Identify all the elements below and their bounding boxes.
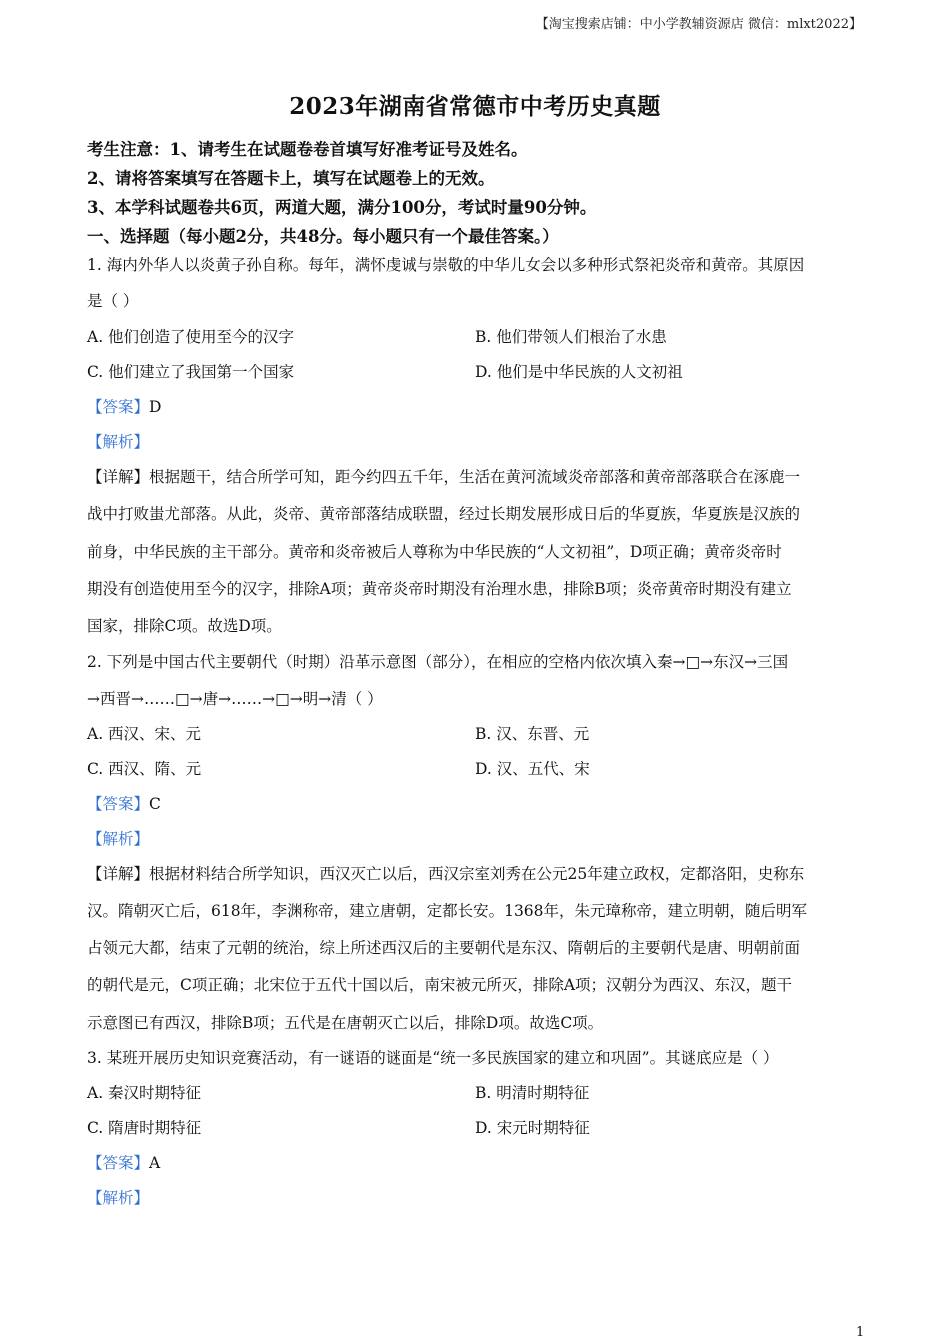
q2-option-b: B. 汉、东晋、元 xyxy=(475,725,590,743)
q1-stem-line-2: 是（ ） xyxy=(87,292,139,310)
q1-option-a: A. 他们创造了使用至今的汉字 xyxy=(87,328,295,346)
q1-answer xyxy=(87,395,161,417)
q1-stem-line-1: 1. 海内外华人以炎黄子孙自称。每年，满怀虔诚与崇敬的中华儿女会以多种形式祭祀炎帝和黄帝。其原因 xyxy=(87,256,805,274)
q1-detail-line-3: 前身，中华民族的主干部分。黄帝和炎帝被后人尊称为中华民族的“人文初祖”，D项正确；黄帝炎帝时 xyxy=(87,543,782,561)
q1-detail-line-5: 国家，排除C项。故选D项。 xyxy=(87,617,282,635)
q2-analysis-label: 【解析】 xyxy=(87,830,150,848)
q1-detail-line-4: 期没有创造使用至今的汉字，排除A项；黄帝炎帝时期没有治理水患，排除B项；炎帝黄帝时期没有建立 xyxy=(87,580,792,598)
page-title: 2023年湖南省常德市中考历史真题 xyxy=(289,93,661,120)
q1-option-c: C. 他们建立了我国第一个国家 xyxy=(87,363,295,381)
answer-label: 【答案】 xyxy=(87,795,150,813)
header-note: 【淘宝搜索店铺：中小学教辅资源店 微信：mlxt2022】 xyxy=(535,17,862,32)
q2-detail-line-3: 占领元大都，结束了元朝的统治，综上所述西汉后的主要朝代是东汉、隋朝后的主要朝代是唐、明朝前面 xyxy=(87,939,801,957)
section-heading: 一、选择题（每小题2分，共48分。每小题只有一个最佳答案。） xyxy=(87,227,559,246)
q2-answer xyxy=(87,792,161,814)
q3-analysis-label: 【解析】 xyxy=(87,1189,150,1207)
notice-2: 2、请将答案填写在答题卡上，填写在试题卷上的无效。 xyxy=(87,169,495,188)
q1-detail-line-1: 【详解】根据题干，结合所学可知，距今约四五千年，生活在黄河流域炎帝部落和黄帝部落联合在涿鹿一 xyxy=(87,468,801,486)
q2-answer-value: C xyxy=(149,795,161,813)
q3-option-b: B. 明清时期特征 xyxy=(475,1084,590,1102)
q2-option-c: C. 西汉、隋、元 xyxy=(87,760,202,778)
notice-1: 考生注意：1、请考生在试题卷卷首填写好准考证号及姓名。 xyxy=(87,140,528,159)
q2-detail-line-4: 的朝代是元，C项正确；北宋位于五代十国以后，南宋被元所灭，排除A项；汉朝分为西汉、东汉，题干 xyxy=(87,976,793,994)
q1-option-b: B. 他们带领人们根治了水患 xyxy=(475,328,667,346)
q3-option-d: D. 宋元时期特征 xyxy=(475,1119,590,1137)
q2-detail-line-2: 汉。隋朝灭亡后，618年，李渊称帝，建立唐朝，定都长安。1368年，朱元璋称帝，建立明朝，随后明军 xyxy=(87,902,808,920)
q3-answer-value: A xyxy=(149,1154,161,1172)
q1-analysis-label: 【解析】 xyxy=(87,433,150,451)
q3-answer xyxy=(87,1151,160,1173)
answer-label: 【答案】 xyxy=(87,1154,150,1172)
page-number: 1 xyxy=(856,1325,865,1340)
q2-detail-line-1: 【详解】根据材料结合所学知识，西汉灭亡以后，西汉宗室刘秀在公元25年建立政权，定都洛阳，史称东 xyxy=(87,865,805,883)
q2-stem-line-1: 2. 下列是中国古代主要朝代（时期）沿革示意图（部分），在相应的空格内依次填入秦→□→东汉→三国 xyxy=(87,653,789,671)
q2-option-d: D. 汉、五代、宋 xyxy=(475,760,590,778)
answer-label: 【答案】 xyxy=(87,398,150,416)
q2-detail-line-5: 示意图已有西汉，排除B项；五代是在唐朝灭亡以后，排除D项。故选C项。 xyxy=(87,1014,604,1032)
q1-detail-line-2: 战中打败蚩尤部落。从此，炎帝、黄帝部落结成联盟，经过长期发展形成日后的华夏族，华夏族是汉族的 xyxy=(87,505,801,523)
q3-option-c: C. 隋唐时期特征 xyxy=(87,1119,202,1137)
notice-3: 3、本学科试题卷共6页，两道大题，满分100分，考试时量90分钟。 xyxy=(87,198,597,217)
q3-stem-line-1: 3. 某班开展历史知识竞赛活动，有一谜语的谜面是“统一多民族国家的建立和巩固”。其谜底应是（ ） xyxy=(87,1049,779,1067)
q1-option-d: D. 他们是中华民族的人文初祖 xyxy=(475,363,683,381)
q2-option-a: A. 西汉、宋、元 xyxy=(87,725,202,743)
q2-stem-line-2: →西晋→……□→唐→……→□→明→清（ ） xyxy=(87,690,383,708)
q1-answer-value: D xyxy=(149,398,162,416)
q3-option-a: A. 秦汉时期特征 xyxy=(87,1084,202,1102)
